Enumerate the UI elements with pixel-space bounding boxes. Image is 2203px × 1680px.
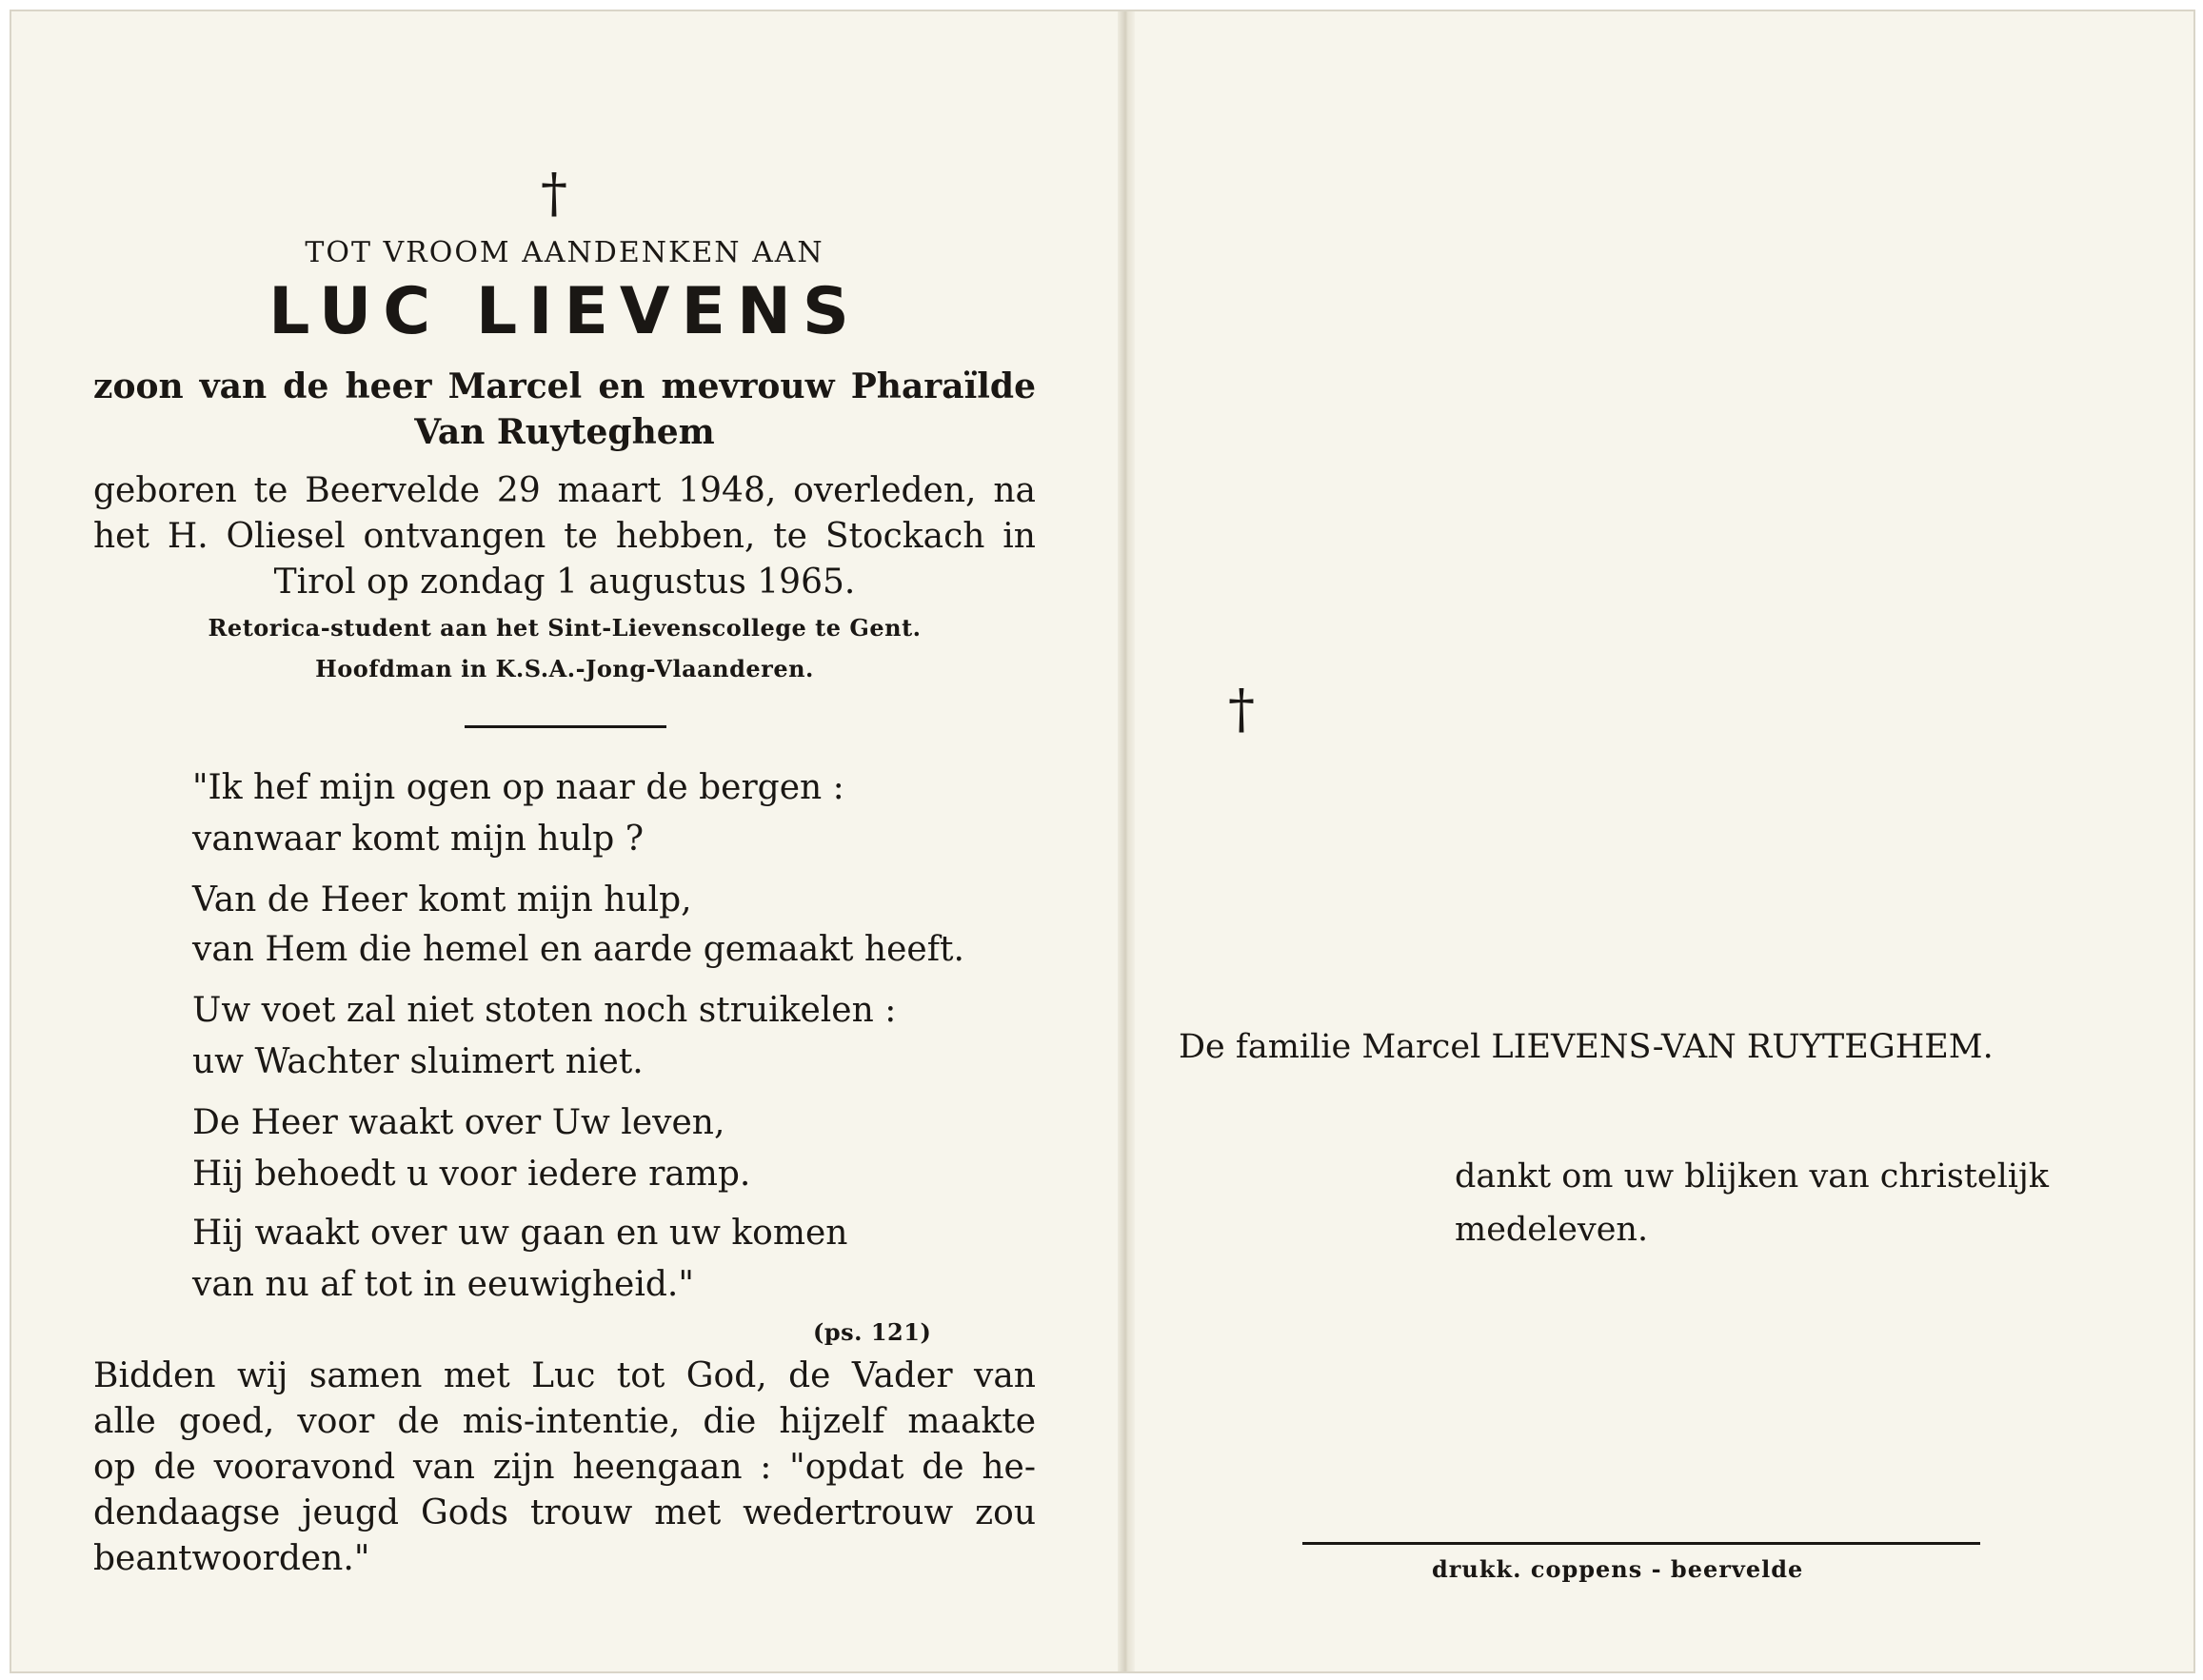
bio-line-3: Tirol op zondag 1 augustus 1965. xyxy=(273,563,856,602)
psalm-line-5: Uw voet zal niet stoten noch struikelen : xyxy=(192,991,897,1030)
parents-line-1: zoon van de heer Marcel en mevrouw Pharaïlde xyxy=(93,366,1036,406)
prayer-line-4: dendaagse jeugd Gods trouw met wedertrouw zou xyxy=(93,1493,1036,1532)
cross-icon: † xyxy=(541,163,567,225)
psalm-line-2: vanwaar komt mijn hulp ? xyxy=(192,820,645,859)
prayer-line-1: Bidden wij samen met Luc tot God, de Vader van xyxy=(93,1356,1036,1395)
footer-rule xyxy=(1302,1542,1980,1545)
card-fold xyxy=(1118,11,1135,1671)
parents-line-2: Van Ruyteghem xyxy=(414,412,715,452)
prayer-line-2: alle goed, voor de mis-intentie, die hijzelf maakte xyxy=(93,1402,1036,1441)
psalm-line-3: Van de Heer komt mijn hulp, xyxy=(192,880,692,919)
deceased-name: LUC LIEVENS xyxy=(268,274,861,349)
psalm-line-7: De Heer waakt over Uw leven, xyxy=(192,1103,725,1142)
psalm-line-8: Hij behoedt u voor iedere ramp. xyxy=(192,1155,751,1194)
family-line: De familie Marcel LIEVENS-VAN RUYTEGHEM. xyxy=(1179,1028,1994,1066)
psalm-line-1: "Ik hef mijn ogen op naar de bergen : xyxy=(192,768,844,807)
left-page xyxy=(11,11,1118,1671)
psalm-reference: (ps. 121) xyxy=(813,1318,932,1346)
heading: TOT VROOM AANDENKEN AAN xyxy=(305,236,824,269)
bio-line-2: het H. Oliesel ontvangen te hebben, te Stockach in xyxy=(93,517,1036,556)
bio-line-1: geboren te Beervelde 29 maart 1948, overleden, na xyxy=(93,471,1036,510)
role-line-2: Hoofdman in K.S.A.-Jong-Vlaanderen. xyxy=(315,655,814,682)
prayer-line-3: op de vooravond van zijn heengaan : "opdat de he- xyxy=(93,1448,1036,1487)
thanks-line-2: medeleven. xyxy=(1455,1211,1649,1249)
thanks-line-1: dankt om uw blijken van christelijk xyxy=(1455,1157,2050,1196)
psalm-line-10: van nu af tot in eeuwigheid." xyxy=(192,1265,694,1304)
prayer-line-5: beantwoorden." xyxy=(93,1539,370,1578)
psalm-line-4: van Hem die hemel en aarde gemaakt heeft. xyxy=(192,930,964,969)
psalm-line-9: Hij waakt over uw gaan en uw komen xyxy=(192,1214,848,1253)
printer-credit: drukk. coppens - beervelde xyxy=(1432,1555,1804,1583)
right-page xyxy=(1135,11,2195,1671)
divider xyxy=(465,725,666,728)
role-line-1: Retorica-student aan het Sint-Lievenscollege te Gent. xyxy=(208,614,922,642)
psalm-line-6: uw Wachter sluimert niet. xyxy=(192,1042,644,1081)
memorial-card xyxy=(10,10,2195,1673)
cross-icon: † xyxy=(1228,679,1255,741)
